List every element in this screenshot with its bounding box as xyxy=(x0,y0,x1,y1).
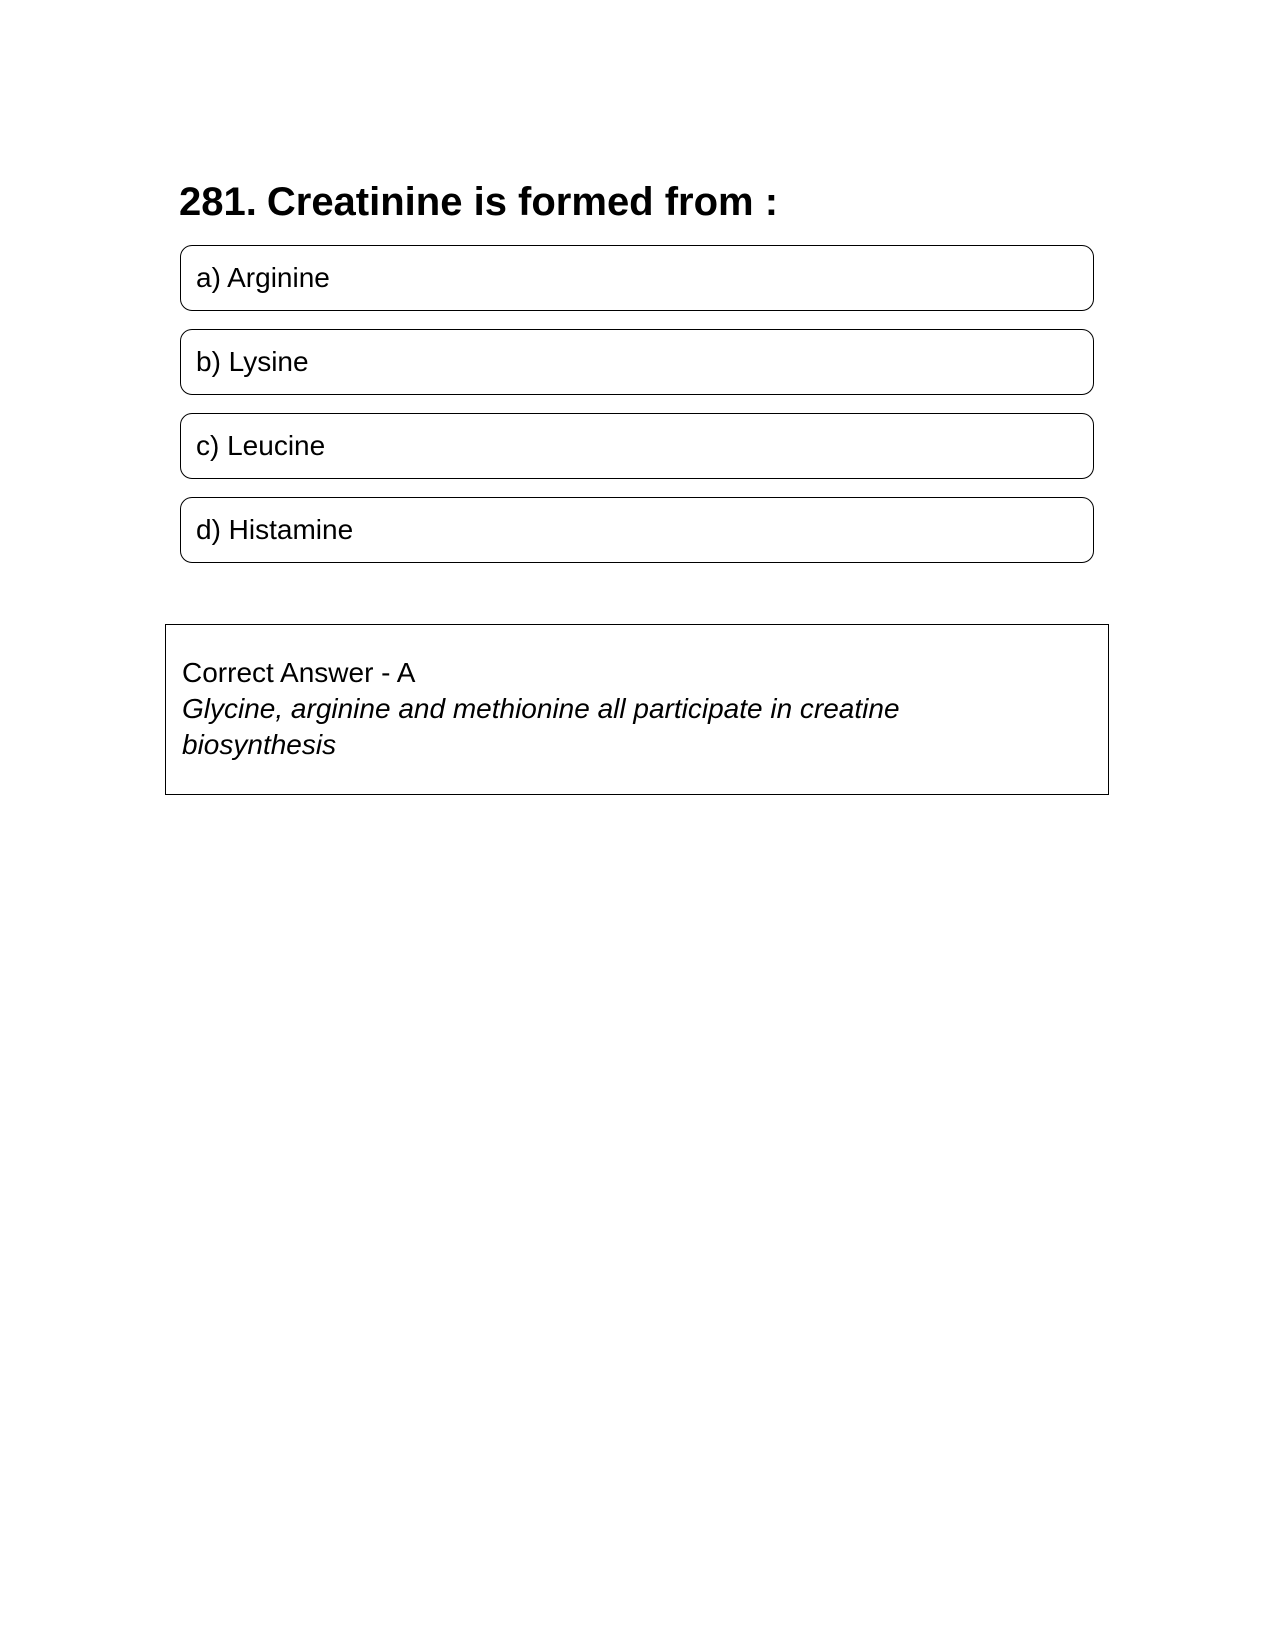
option-a[interactable]: a) Arginine xyxy=(180,245,1094,311)
option-d[interactable]: d) Histamine xyxy=(180,497,1094,563)
answer-box xyxy=(165,624,1109,795)
answer-explanation: Glycine, arginine and methionine all participate in creatine biosynthesis xyxy=(182,693,900,760)
correct-answer: Correct Answer - A xyxy=(182,657,416,688)
option-b[interactable]: b) Lysine xyxy=(180,329,1094,395)
question-heading xyxy=(179,178,778,226)
question-text: Creatinine is formed from : xyxy=(266,180,779,224)
option-c[interactable]: c) Leucine xyxy=(180,413,1094,479)
question-number: 281. xyxy=(179,180,257,224)
